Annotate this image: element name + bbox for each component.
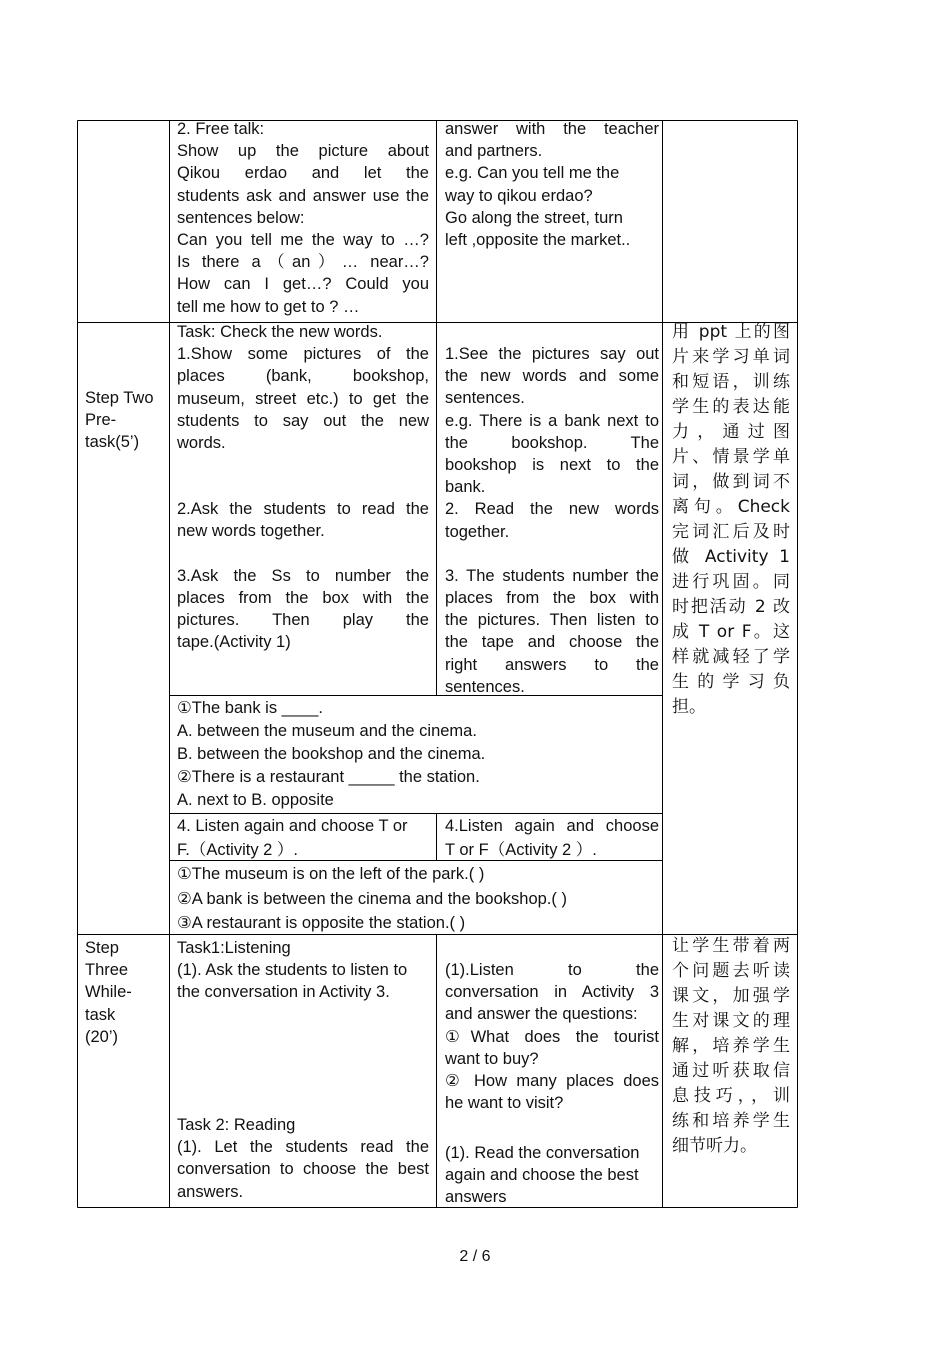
text-line: 2.Ask the students to read the: [177, 500, 429, 519]
row3-teacher-activity-reading: [177, 1114, 429, 1203]
text-line: 成 T or F。这: [672, 622, 790, 642]
text-line: the bookshop. The: [445, 433, 659, 452]
text-line: (20’): [85, 1027, 119, 1046]
text-line: places from the box with the: [177, 588, 429, 607]
text-line: 和短语，训练: [672, 372, 790, 392]
text-line: Step Two: [85, 389, 154, 407]
text-line: tape.(Activity 1): [177, 633, 291, 652]
text-line: new words together.: [177, 522, 325, 541]
text-line: words.: [177, 434, 226, 453]
text-line: How can I get…? Could you: [177, 275, 429, 294]
text-line: and partners.: [445, 142, 543, 161]
text-line: 力，通过图: [672, 422, 790, 442]
text-line: 完词汇后及时: [672, 522, 790, 542]
text-line: want to buy?: [445, 1049, 539, 1068]
text-line: ③A restaurant is opposite the station.( ): [177, 914, 466, 932]
text-line: 解，培养学生: [672, 1036, 790, 1056]
text-line: 4. Listen again and choose T or: [177, 817, 408, 835]
row2-student-activity-4: [445, 814, 659, 862]
text-line: left ,opposite the market..: [445, 231, 631, 250]
row2-teacher-activity: [177, 321, 429, 653]
text-line: 样就减轻了学: [672, 647, 790, 667]
text-line: 进行巩固。同: [672, 572, 790, 592]
text-line: sentences below:: [177, 208, 305, 227]
page-number: 2 / 6: [459, 1248, 491, 1265]
text-line: Task1:Listening: [177, 939, 291, 957]
text-line: ② How many places does: [445, 1072, 659, 1091]
text-line: ①The museum is on the left of the park.( ): [177, 865, 485, 883]
text-line: 让学生带着两: [672, 936, 790, 956]
text-line: ②There is a restaurant _____ the station.: [177, 768, 480, 786]
text-line: Three: [85, 961, 129, 980]
text-line: 时把活动 2 改: [672, 597, 790, 617]
text-line: the new words and some: [445, 367, 659, 386]
text-line: conversation to choose the best: [177, 1160, 429, 1179]
text-line: Can you tell me the way to …?: [177, 231, 429, 250]
text-line: 个问题去听读: [672, 961, 790, 981]
text-line: 片、情景学单: [672, 447, 790, 467]
text-line: students ask and answer use the: [177, 186, 429, 205]
text-line: the conversation in Activity 3.: [177, 983, 390, 1002]
text-line: (1). Read the conversation: [445, 1144, 640, 1162]
text-line: again and choose the best: [445, 1166, 639, 1185]
text-line: 词，做到词不: [672, 472, 790, 492]
text-line: the pictures. Then listen to: [445, 611, 659, 630]
text-line: pictures. Then play the: [177, 611, 429, 630]
text-line: 3. The students number the: [445, 566, 659, 585]
row3-teacher-activity: [177, 937, 429, 1004]
text-line: 通过听获取信: [672, 1061, 790, 1081]
text-line: 做 Activity 1: [672, 547, 790, 567]
text-line: Task 2: Reading: [177, 1116, 296, 1134]
text-line: answers.: [177, 1182, 244, 1201]
text-line: e.g. Can you tell me the: [445, 164, 620, 183]
text-line: T or F（Activity 2 ）.: [445, 841, 597, 859]
text-line: 担。: [672, 697, 706, 717]
text-line: places (bank, bookshop,: [177, 367, 429, 386]
text-line: 学生的表达能: [672, 397, 790, 417]
text-line: task(5’): [85, 433, 140, 452]
text-line: Pre-: [85, 411, 117, 430]
text-line: 2. Read the new words: [445, 500, 659, 519]
text-line: 2. Free talk:: [177, 120, 265, 138]
text-line: 离句。Check: [672, 497, 790, 517]
text-line: ②A bank is between the cinema and the bookshop.( ): [177, 889, 567, 908]
text-line: sentences.: [445, 389, 525, 408]
text-line: A. between the museum and the cinema.: [177, 722, 477, 740]
text-line: way to qikou erdao?: [445, 186, 593, 205]
text-line: Qikou erdao and let the: [177, 164, 429, 183]
text-line: 练和培养学生: [672, 1111, 790, 1131]
text-line: Task: Check the new words.: [177, 323, 383, 341]
text-line: answer with the teacher: [445, 120, 659, 138]
text-line: 1.Show some pictures of the: [177, 345, 429, 364]
text-line: the tape and choose the: [445, 633, 659, 652]
row3-student-activity: [445, 959, 659, 1114]
text-line: Show up the picture about: [177, 142, 429, 161]
text-line: students to say out the new: [177, 411, 429, 430]
row2-teacher-activity-4: [177, 814, 429, 862]
text-line: task: [85, 1005, 116, 1024]
row2-true-false-statements: [177, 862, 657, 936]
text-line: places from the box with: [445, 589, 659, 608]
row3-step-label: [85, 937, 165, 1048]
row1-teacher-activity: [177, 118, 429, 318]
text-line: 生的学习负: [672, 672, 790, 692]
text-line: (1).Listen to the: [445, 961, 659, 979]
text-line: Go along the street, turn: [445, 208, 623, 227]
row3-teaching-note: [672, 934, 790, 1159]
text-line: bank.: [445, 478, 486, 497]
text-line: 课文，加强学: [672, 986, 790, 1006]
text-line: While-: [85, 983, 132, 1002]
text-line: F.（Activity 2 ）.: [177, 841, 299, 859]
text-line: Step: [85, 939, 119, 957]
row1-student-activity: [445, 118, 659, 251]
text-line: A. next to B. opposite: [177, 791, 334, 809]
text-line: and answer the questions:: [445, 1005, 638, 1024]
text-line: e.g. There is a bank next to: [445, 411, 659, 430]
text-line: Is there a（an）… near…?: [177, 253, 429, 272]
text-line: 息技巧，，训: [672, 1086, 790, 1106]
text-line: 用 ppt 上的图: [672, 322, 790, 342]
text-line: 生对课文的理: [672, 1011, 790, 1031]
text-line: ①The bank is ____.: [177, 699, 323, 717]
text-line: answers: [445, 1188, 507, 1207]
text-line: ①What does the tourist: [445, 1027, 659, 1046]
text-line: he want to visit?: [445, 1094, 564, 1113]
text-line: sentences.: [445, 677, 525, 696]
text-line: 细节听力。: [672, 1136, 757, 1156]
text-line: together.: [445, 522, 510, 541]
row2-student-activity: [445, 343, 659, 698]
text-line: B. between the bookshop and the cinema.: [177, 745, 486, 763]
text-line: 片来学习单词: [672, 347, 790, 367]
text-line: bookshop is next to the: [445, 456, 659, 475]
text-line: right answers to the: [445, 655, 659, 674]
row2-activity1-questions: [177, 697, 657, 812]
text-line: 3.Ask the Ss to number the: [177, 566, 429, 585]
text-line: 1.See the pictures say out: [445, 345, 659, 363]
text-line: tell me how to get to ? …: [177, 297, 360, 316]
text-line: museum, street etc.) to get the: [177, 389, 429, 408]
text-line: 4.Listen again and choose: [445, 817, 659, 835]
text-line: (1). Ask the students to listen to: [177, 961, 408, 980]
row2-teaching-note: [672, 320, 790, 720]
text-line: (1). Let the students read the: [177, 1138, 429, 1157]
row2-step-label: [85, 387, 165, 454]
row3-student-activity-reading: [445, 1142, 659, 1209]
text-line: conversation in Activity 3: [445, 983, 659, 1002]
